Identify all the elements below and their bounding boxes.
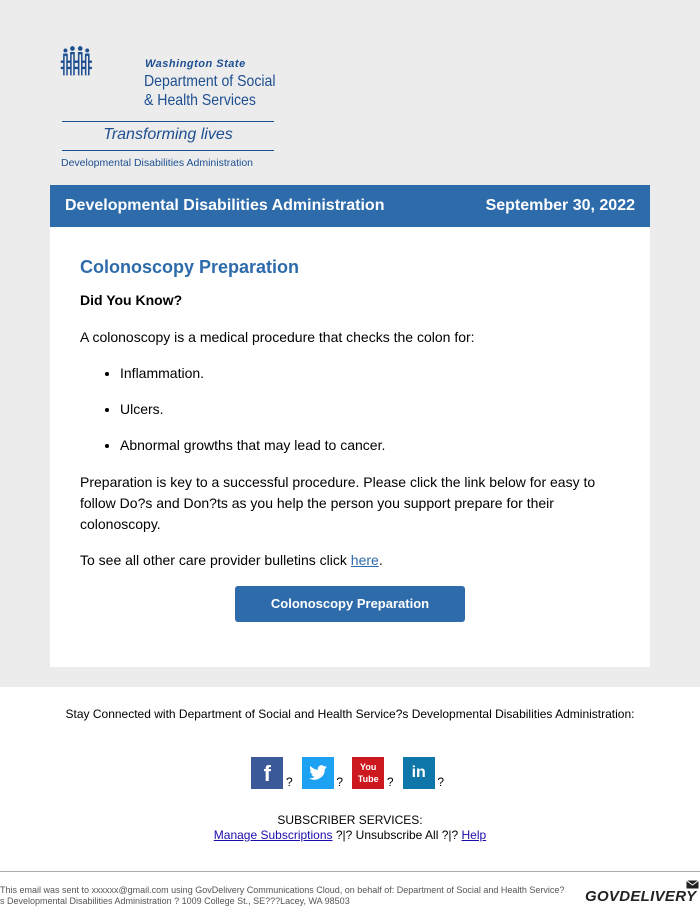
- subscriber-links: Manage Subscriptions ?|? Unsubscribe All ?|? Help: [213, 828, 487, 842]
- manage-subscriptions-link[interactable]: Manage Subscriptions: [213, 828, 333, 842]
- help-link[interactable]: Help: [461, 828, 487, 842]
- symptom-list: [80, 362, 640, 470]
- envelope-icon: [686, 880, 699, 889]
- banner-date: September 30, 2022: [485, 197, 635, 214]
- article-body: Preparation is key to a successful procedure. Please click the link below for easy to follow Do?s and Don?ts as you help the person you support prepare for their colonoscopy.: [80, 474, 596, 532]
- colonoscopy-preparation-button[interactable]: Colonoscopy Preparation: [235, 586, 465, 622]
- list-item: • Ulcers.: [120, 398, 640, 434]
- twitter-icon[interactable]: [302, 757, 334, 789]
- bulletins-line: To see all other care provider bulletins click here.: [80, 552, 383, 568]
- youtube-icon[interactable]: You Tube: [352, 757, 384, 789]
- logo-tagline: Transforming lives: [103, 126, 233, 143]
- article-title: Colonoscopy Preparation: [80, 257, 300, 277]
- social-links: f ? ? You Tube ? in?: [0, 757, 700, 793]
- article-subhead: Did You Know?: [80, 292, 183, 308]
- content-card: [50, 227, 650, 667]
- logo-state-text: Washington State: [145, 58, 246, 70]
- footer-divider: [0, 871, 700, 872]
- legal-notice: This email was sent to xxxxxx@gmail.com using GovDelivery Communications Cloud, on behalf of: Department of Social and Health Service?s Developmental Disabilities Administration ? 1009 College St., SE???Lacey, WA 98503: [0, 885, 565, 906]
- linkedin-icon[interactable]: in: [403, 757, 435, 789]
- logo-divider-2: [62, 150, 274, 151]
- logo-department-text-2: & Health Services: [144, 92, 256, 109]
- unsubscribe-all-text[interactable]: Unsubscribe All: [355, 828, 439, 842]
- logo-department-text: Department of Social: [144, 73, 276, 90]
- logo-divider: [62, 121, 274, 122]
- article-intro: A colonoscopy is a medical procedure that checks the colon for:: [80, 329, 475, 345]
- facebook-icon[interactable]: f: [251, 757, 283, 789]
- bulletins-link[interactable]: here: [350, 552, 379, 568]
- list-item: • Abnormal growths that may lead to cancer.: [120, 434, 640, 470]
- twitter-bird-icon: [302, 757, 334, 789]
- header-banner: [50, 185, 650, 227]
- subscriber-services-title: SUBSCRIBER SERVICES:: [277, 813, 423, 827]
- logo-subtitle: Developmental Disabilities Administration: [61, 157, 254, 169]
- banner-org-name: Developmental Disabilities Administration: [65, 197, 385, 214]
- dshs-logo-icon: [60, 33, 144, 113]
- stay-connected-text: Stay Connected with Department of Social and Health Service?s Developmental Disabilities Administration:: [65, 707, 635, 721]
- govdelivery-logo: GOVDELIVERY: [585, 888, 697, 905]
- list-item: • Inflammation.: [120, 362, 640, 398]
